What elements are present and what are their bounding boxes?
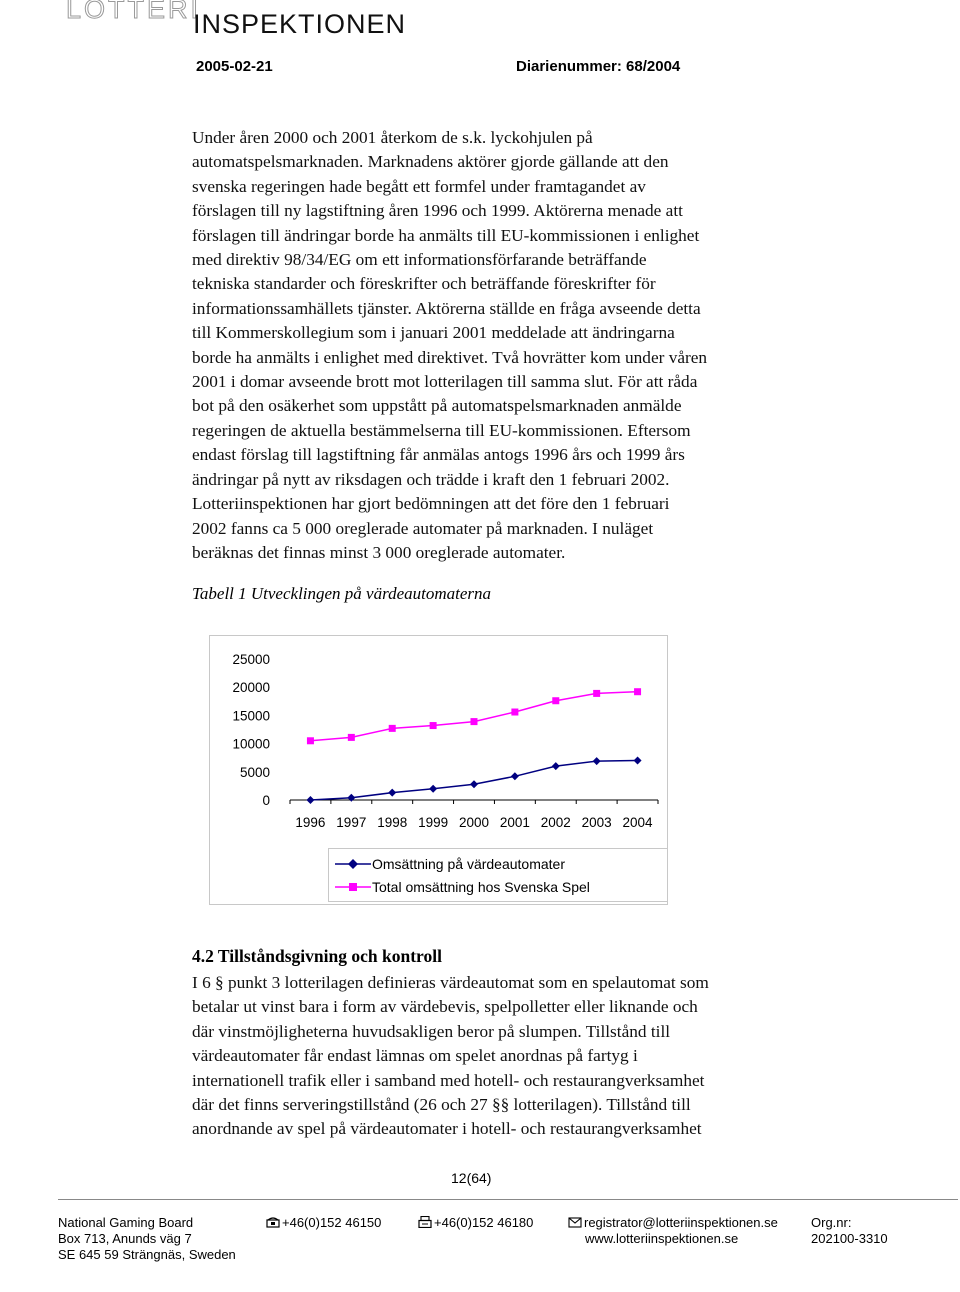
series-2-point — [552, 697, 559, 704]
series-1-point — [388, 789, 396, 797]
series-1-point — [470, 780, 478, 788]
y-tick-label: 0 — [262, 793, 270, 808]
table-caption: Tabell 1 Utvecklingen på värdeautomaterna — [192, 584, 492, 603]
paragraph-2-line: där vinstmöjligheterna huvudsakligen beror på slumpen. Tillstånd till — [192, 1021, 671, 1041]
series-1-point — [552, 762, 560, 770]
paragraph-1-line: Under åren 2000 och 2001 återkom de s.k. lyckohjulen på — [192, 128, 593, 147]
footer-address-2: SE 645 59 Strängnäs, Sweden — [58, 1247, 236, 1262]
diarienummer: Diarienummer: 68/2004 — [516, 58, 681, 75]
footer-org-number-block — [811, 1215, 888, 1247]
paragraph-1-line: endast förslag till lagstiftning får anmälas antogs 1996 års och 1999 års — [192, 445, 685, 465]
paragraph-1-line: svenska regeringen hade begått ett formfel under framtagandet av — [192, 176, 646, 196]
x-tick-label: 2004 — [622, 815, 653, 830]
footer-phone-text: +46(0)152 46150 — [282, 1215, 382, 1230]
paragraph-1-line: automatspelsmarknaden. Marknadens aktörer gjorde gällande att den — [192, 152, 669, 172]
paragraph-1-line: förslagen till ändringar borde ha anmälts till EU-kommissionen i enlighet — [192, 225, 700, 245]
mail-icon — [568, 1217, 582, 1228]
x-tick-label: 1998 — [377, 815, 408, 830]
paragraph-1-line: borde ha anmälts i enlighet med direktivet. Två hovrätter kom under våren — [192, 347, 708, 367]
footer-phone — [266, 1215, 381, 1231]
x-tick-label: 2000 — [458, 815, 490, 830]
x-tick-label: 1999 — [418, 815, 449, 830]
paragraph-2-line: där det finns serveringstillstånd (26 och 27 §§ lotterilagen). Tillstånd till — [192, 1095, 691, 1115]
x-tick-label: 2001 — [499, 815, 530, 830]
paragraph-1-line: beräknas det finnas minst 3 000 oreglerade automater. — [192, 542, 566, 562]
logo-inspektionen: INSPEKTIONEN — [193, 9, 407, 39]
paragraph-2-line: betalar ut vinst bara i form av värdebevis, spelpolletter eller liknande och — [192, 997, 698, 1017]
y-tick-label: 5000 — [239, 764, 270, 780]
y-tick-label: 25000 — [232, 652, 270, 667]
x-tick-label: 1996 — [295, 815, 326, 830]
footer-email-text: registrator@lotteriinspektionen.se — [584, 1215, 778, 1230]
legend-label-series-1: Omsättning på värdeautomater — [372, 856, 565, 872]
footer-org-block — [58, 1215, 236, 1263]
paragraph-1-line: 2002 fanns ca 5 000 oreglerade automater på marknaden. I nuläget — [192, 518, 654, 538]
paragraph-1-line: Lotteriinspektionen har gjort bedömningen att det före den 1 februari — [192, 494, 670, 514]
x-tick-label: 2002 — [540, 815, 571, 830]
series-1-point — [429, 785, 437, 793]
paragraph-1-line: regeringen de aktuella bestämmelserna till EU-kommissionen. Eftersom — [192, 420, 691, 440]
footer-divider — [58, 1199, 958, 1200]
series-2-point — [634, 688, 641, 695]
footer-fax-text: +46(0)152 46180 — [434, 1215, 534, 1230]
document-date: 2005-02-21 — [196, 58, 273, 75]
paragraph-2-line: internationell trafik eller i samband med hotell- och restaurangverksamhet — [192, 1070, 705, 1090]
series-2-point — [348, 734, 355, 741]
x-tick-label: 2003 — [581, 815, 612, 830]
legend-marker-square-icon — [333, 877, 373, 897]
paragraph-1-line: bot på den osäkerhet som uppstått på automatspelsmarknaden anmälde — [192, 396, 682, 416]
paragraph-2-line: värdeautomater får endast lämnas om spelet anordnas på fartyg i — [192, 1046, 638, 1066]
paragraph-1-line: ändringar på nytt av riksdagen och trädde i kraft den 1 februari 2002. — [192, 469, 670, 489]
footer-contact-web — [568, 1215, 778, 1247]
paragraph-1-line: informationssamhällets tjänster. Aktörerna ställde en fråga avseende detta — [192, 298, 701, 318]
series-1-point — [347, 794, 355, 802]
series-2-point — [389, 725, 396, 732]
logo-lotteri: LOTTERI — [66, 0, 202, 24]
paragraph-1-line: med direktiv 98/34/EG om ett informationsförfarande beträffande — [192, 250, 647, 270]
series-1-point — [511, 772, 519, 780]
footer-website[interactable]: www.lotteriinspektionen.se — [585, 1231, 739, 1246]
paragraph-1-line: till Kommerskollegium som i januari 2001 meddelade att ändringarna — [192, 323, 675, 343]
footer-address-1: Box 713, Anunds väg 7 — [58, 1231, 192, 1246]
body-paragraph-1 — [192, 126, 767, 565]
series-2-point — [430, 722, 437, 729]
y-tick-label: 10000 — [232, 736, 270, 752]
series-1-point — [306, 796, 314, 804]
paragraph-1-line: 2001 i domar avseende brott mot lotterilagen till samma slut. För att råda — [192, 372, 698, 392]
series-2-point — [593, 690, 600, 697]
chart-legend — [328, 848, 668, 902]
section-heading: 4.2 Tillståndsgivning och kontroll — [192, 946, 442, 966]
series-2-point — [471, 718, 478, 725]
footer-org-number: 202100-3310 — [811, 1231, 888, 1246]
paragraph-1-line: tekniska standarder och föreskrifter och beträffande föreskrifter för — [192, 274, 656, 294]
page-number: 12(64) — [451, 1170, 492, 1186]
series-2-point — [307, 737, 314, 744]
y-tick-label: 20000 — [232, 680, 270, 696]
series-2-line — [310, 692, 637, 741]
series-2-point — [511, 709, 518, 716]
footer-email[interactable] — [568, 1215, 778, 1231]
footer-fax — [418, 1215, 533, 1231]
legend-marker-diamond-icon — [333, 854, 373, 874]
body-paragraph-2 — [192, 971, 767, 1142]
legend-item-series-2 — [329, 877, 649, 897]
y-tick-label: 15000 — [232, 708, 270, 724]
legend-item-series-1 — [329, 854, 649, 874]
footer-org-label: Org.nr: — [811, 1215, 852, 1230]
legend-label-series-2: Total omsättning hos Svenska Spel — [372, 879, 590, 895]
x-tick-label: 1997 — [336, 815, 367, 830]
fax-icon — [418, 1216, 432, 1228]
series-1-point — [593, 757, 601, 765]
footer-org-name: National Gaming Board — [58, 1215, 194, 1230]
paragraph-2-line: I 6 § punkt 3 lotterilagen definieras värdeautomat som en spelautomat som — [192, 973, 709, 992]
paragraph-2-line: anordnande av spel på värdeautomater i hotell- och restaurangverksamhet — [192, 1119, 702, 1139]
series-1-point — [634, 757, 642, 765]
phone-icon — [266, 1216, 280, 1228]
paragraph-1-line: förslagen till ny lagstiftning åren 1996 och 1999. Aktörerna menade att — [192, 201, 683, 221]
